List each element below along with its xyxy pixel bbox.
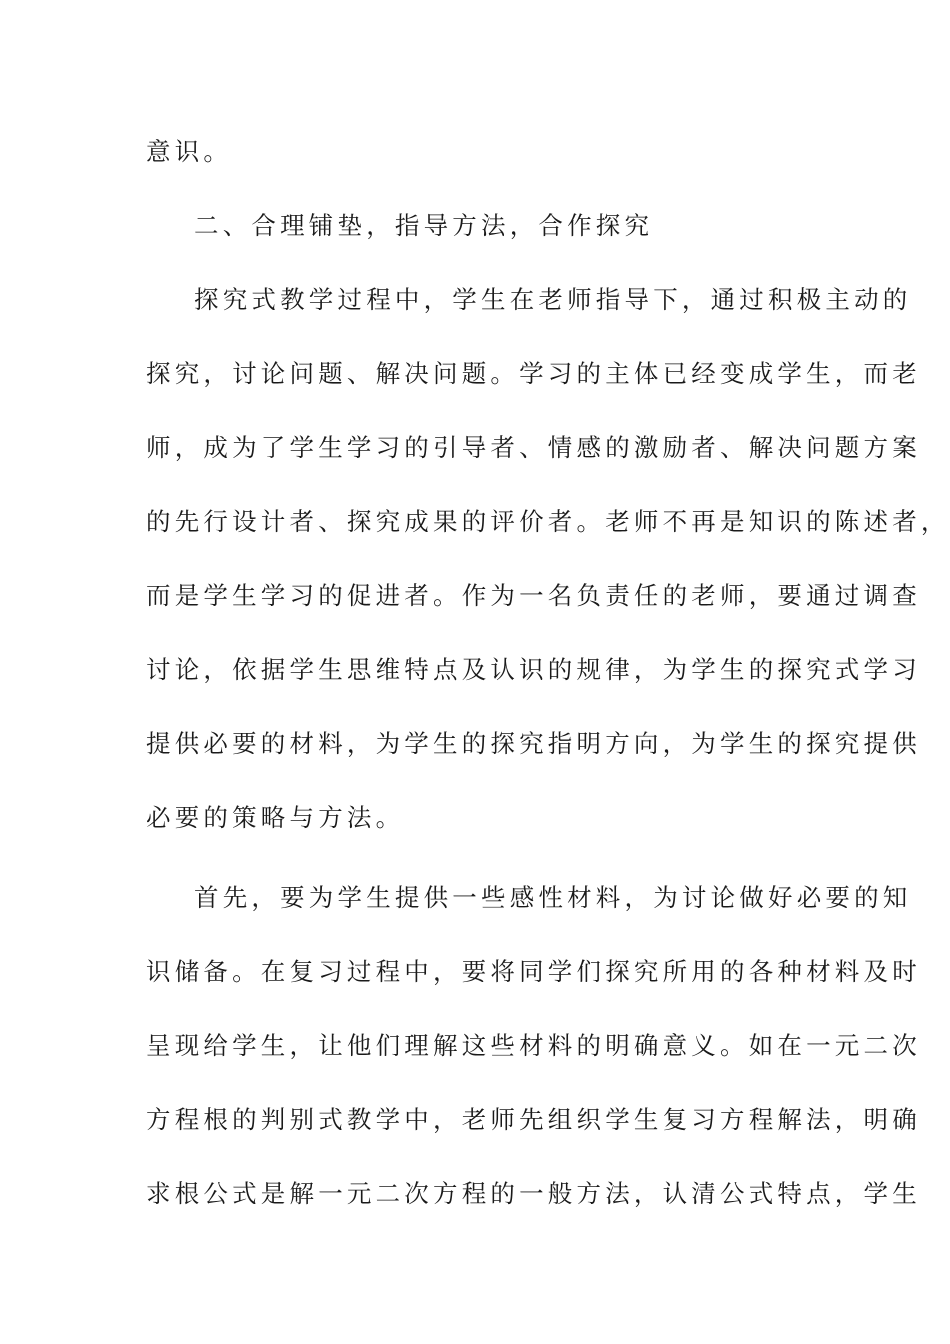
text-line: 呈现给学生，让他们理解这些材料的明确意义。如在一元二次 bbox=[146, 1031, 921, 1060]
text-line: 的先行设计者、探究成果的评价者。老师不再是知识的陈述者， bbox=[146, 507, 950, 536]
text-line: 识储备。在复习过程中，要将同学们探究所用的各种材料及时 bbox=[146, 957, 921, 986]
text-line: 而是学生学习的促进者。作为一名负责任的老师，要通过调查 bbox=[146, 581, 921, 610]
text-line: 意识。 bbox=[146, 137, 233, 166]
text-line: 方程根的判别式教学中，老师先组织学生复习方程解法，明确 bbox=[146, 1105, 921, 1134]
text-line: 讨论，依据学生思维特点及认识的规律，为学生的探究式学习 bbox=[146, 655, 921, 684]
section-heading: 二、合理铺垫，指导方法，合作探究 bbox=[194, 211, 654, 240]
text-line: 师，成为了学生学习的引导者、情感的激励者、解决问题方案 bbox=[146, 433, 921, 462]
text-line: 探究，讨论问题、解决问题。学习的主体已经变成学生，而老 bbox=[146, 359, 921, 388]
text-line: 探究式教学过程中，学生在老师指导下，通过积极主动的 bbox=[194, 285, 912, 314]
text-line: 提供必要的材料，为学生的探究指明方向，为学生的探究提供 bbox=[146, 729, 921, 758]
text-line: 求根公式是解一元二次方程的一般方法，认清公式特点，学生 bbox=[146, 1179, 921, 1208]
text-line: 首先，要为学生提供一些感性材料，为讨论做好必要的知 bbox=[194, 883, 912, 912]
text-line: 必要的策略与方法。 bbox=[146, 803, 405, 832]
